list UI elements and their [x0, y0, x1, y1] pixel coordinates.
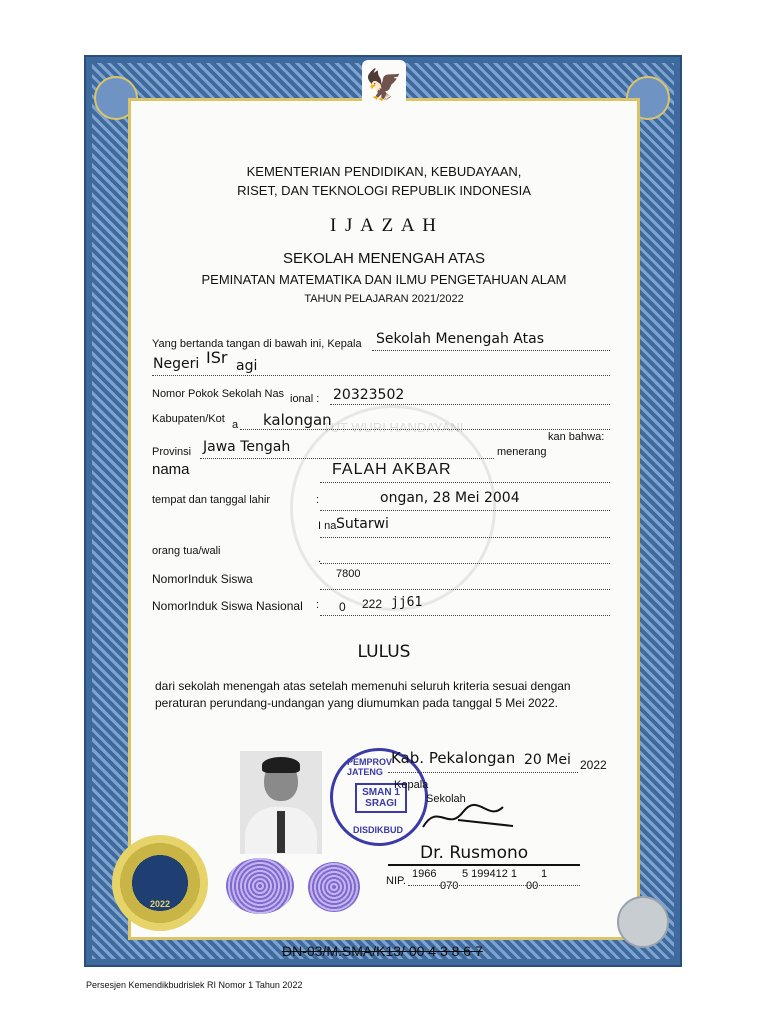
nip-part-3: 1 — [541, 868, 548, 880]
school-name-line2-b: ISr — [206, 348, 228, 367]
dotted-line — [200, 457, 494, 459]
nip-part-4: 070 — [440, 880, 459, 892]
signature-place: Kab. Pekalongan — [391, 749, 516, 767]
nisn-value-part3: jj61 — [391, 595, 423, 610]
ortu-label: orang tua/wali — [152, 545, 221, 557]
school-type: SEKOLAH MENENGAH ATAS — [283, 250, 485, 267]
nip-part-2: 5 199412 1 — [462, 868, 518, 880]
parent-value: Sutarwi — [336, 516, 389, 532]
ministry-line-1: KEMENTERIAN PENDIDIKAN, KEBUDAYAAN, — [246, 164, 522, 179]
signature-year: 2022 — [580, 758, 607, 772]
document-title: I J A Z A H — [329, 215, 439, 236]
intro-label: Yang bertanda tangan di bawah ini, Kepala — [152, 338, 362, 350]
nip-label: NIP. — [386, 875, 406, 887]
kabupaten-value: kalongan — [263, 411, 332, 429]
dotted-line — [388, 771, 578, 773]
fingerprint-right — [308, 862, 360, 912]
ortu-colon: . — [318, 553, 322, 565]
stamp-bottom-text: DISDIKBUD — [353, 825, 404, 835]
nisn-value-part2: 222 — [362, 597, 383, 611]
dotted-line — [320, 562, 610, 564]
footer-regulation: Persesjen Kemendikbudrislek RI Nomor 1 Tahun 2022 — [86, 980, 303, 990]
dotted-line — [330, 403, 610, 405]
dotted-line — [240, 428, 610, 430]
nisn-label: NomorInduk Siswa Nasional — [152, 599, 303, 613]
npsn-label: Nomor Pokok Sekolah Nas — [152, 388, 285, 400]
security-hologram-icon — [617, 896, 669, 948]
nis-value: 7800 — [336, 568, 361, 580]
dotted-line — [320, 588, 610, 590]
ministry-logo-icon — [112, 835, 208, 931]
school-name-line2-c: agi — [236, 358, 258, 374]
signature-date: 20 Mei — [524, 752, 571, 768]
dotted-line — [408, 884, 580, 886]
nip-part-5: 00 — [526, 880, 539, 892]
dotted-line — [320, 536, 610, 538]
result-status: LULUS — [357, 642, 411, 662]
dotted-line — [372, 349, 610, 351]
kabupaten-label: Kabupaten/Kot — [152, 413, 225, 425]
dotted-line — [320, 481, 610, 483]
menerang-text: menerang — [497, 446, 547, 458]
npsn-label-tail: ional : — [290, 393, 320, 405]
watermark-seal — [290, 405, 496, 611]
nisn-colon: : — [316, 599, 320, 611]
nip-part-1: 1966 — [412, 868, 437, 880]
principal-signature — [418, 792, 518, 842]
statement-line-2: peraturan perundang-undangan yang diumumkan pada tanggal 5 Mei 2022. — [155, 696, 558, 710]
ttl-colon: : — [316, 494, 320, 506]
kabupaten-label-tail: a — [232, 419, 239, 431]
academic-year: TAHUN PELAJARAN 2021/2022 — [304, 293, 464, 305]
signature-line — [388, 864, 580, 866]
sekolah-label: Sekolah — [426, 793, 466, 805]
provinsi-label: Provinsi — [152, 446, 192, 458]
garuda-emblem-icon: 🦅 — [362, 60, 406, 110]
ministry-line-2: RISET, DAN TEKNOLOGI REPUBLIK INDONESIA — [237, 183, 531, 198]
npsn-value: 20323502 — [333, 387, 405, 403]
stamp-center-text: SMAN 1 SRAGI — [355, 783, 407, 813]
nama-value: FALAH AKBAR — [332, 461, 452, 478]
stamp-top-text: PEMPROV JATENG — [347, 757, 393, 777]
provinsi-value: Jawa Tengah — [203, 439, 291, 455]
watermark-text: TUT WURI HANDAYANI — [322, 420, 464, 435]
student-photo — [240, 751, 322, 854]
nisn-value-part1: 0 — [339, 600, 346, 614]
logo-year: 2022 — [149, 899, 171, 909]
ttl-label: tempat dan tanggal lahir — [152, 494, 271, 506]
dotted-line — [152, 374, 610, 376]
kan-bahwa-text: kan bahwa: — [548, 431, 605, 443]
fingerprint-left — [226, 858, 294, 914]
statement-line-1: dari sekolah menengah atas setelah memenuhi seluruh kriteria sesuai dengan — [155, 679, 571, 693]
program-name: PEMINATAN MATEMATIKA DAN ILMU PENGETAHUAN ALAM — [201, 272, 567, 287]
school-name-line1: Sekolah Menengah Atas — [376, 331, 544, 347]
parent-prefix: I na — [318, 520, 337, 532]
kepala-label: Kepala — [394, 779, 429, 791]
ttl-value: ongan, 28 Mei 2004 — [380, 490, 520, 506]
nama-label: nama — [152, 461, 190, 478]
principal-name: Dr. Rusmono — [420, 843, 529, 863]
dotted-line — [320, 509, 610, 511]
dotted-line — [320, 614, 610, 616]
serial-number: DN-03/M.SMA/K13/ 00 4 3 8 6 7 — [282, 943, 483, 959]
nis-label: NomorInduk Siswa — [152, 572, 253, 586]
school-name-line2-a: Negeri — [153, 356, 200, 372]
